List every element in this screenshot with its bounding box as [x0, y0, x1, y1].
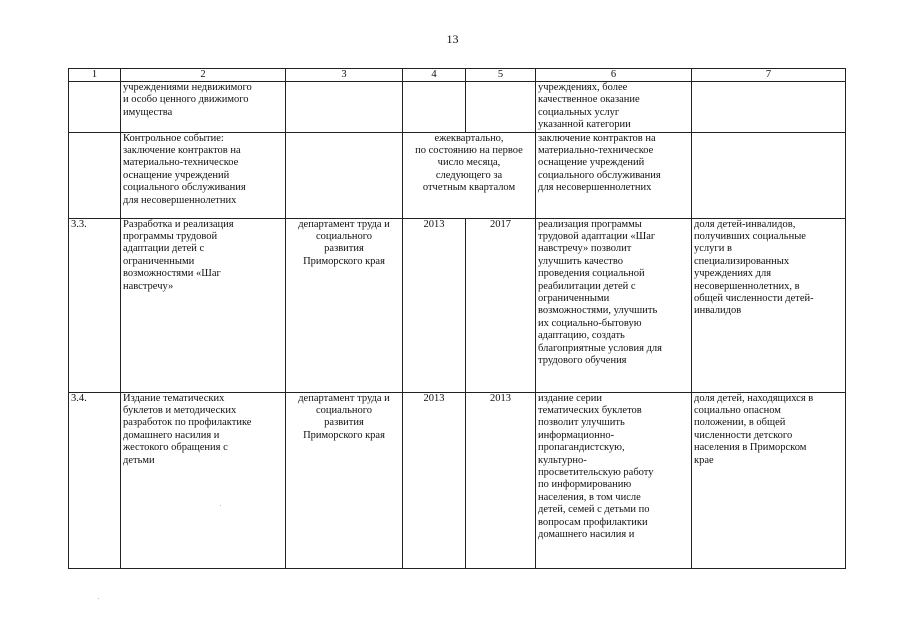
item-number-cell: [69, 132, 121, 218]
item-number-cell: [69, 82, 121, 133]
period-cell: ежеквартально, по состоянию на первое число месяца, следующего за отчетным кварталом: [403, 132, 536, 218]
table-row: [69, 82, 846, 133]
executor-cell: [286, 82, 403, 133]
column-number: 3: [286, 69, 403, 82]
indicator-cell: [692, 132, 846, 218]
indicator-cell: [692, 82, 846, 133]
item-number-cell: 3.4.: [69, 392, 121, 568]
indicator-cell: доля детей, находящихся в социально опасном положении, в общей численности детского населения в Приморском крае: [692, 392, 846, 568]
expected-result-cell: издание серии тематических буклетов позволит улучшить информационно- пропагандистскую, культурно- просветительскую работу по информированию населения, в том числе детей, семей с детьми по вопросам профилактики домашнего насилия и: [536, 392, 692, 568]
start-year-cell: [403, 82, 466, 133]
column-number: 7: [692, 69, 846, 82]
end-year-cell: 2013: [466, 392, 536, 568]
activity-cell: Издание тематических буклетов и методических разработок по профилактике домашнего насилия и жестокого обращения с детьми: [121, 392, 286, 568]
column-number-row: [69, 69, 846, 82]
column-number: 1: [69, 69, 121, 82]
executor-cell: департамент труда и социального развития Приморского края: [286, 392, 403, 568]
measures-table: [68, 68, 846, 569]
column-number: 2: [121, 69, 286, 82]
table-row: [69, 218, 846, 392]
item-number-cell: 3.3.: [69, 218, 121, 392]
table-row: [69, 132, 846, 218]
indicator-cell: доля детей-инвалидов, получивших социальные услуги в специализированных учреждениях для несовершеннолетних, в общей численности детей- инвалидов: [692, 218, 846, 392]
end-year-cell: [466, 82, 536, 133]
column-number: 6: [536, 69, 692, 82]
scan-speck: [220, 505, 221, 506]
column-number: 4: [403, 69, 466, 82]
start-year-cell: 2013: [403, 218, 466, 392]
activity-cell: учреждениями недвижимого и особо ценного движимого имущества: [121, 82, 286, 133]
start-year-cell: 2013: [403, 392, 466, 568]
activity-cell: Контрольное событие: заключение контрактов на материально-техническое оснащение учреждений социального обслуживания для несовершеннолетних: [121, 132, 286, 218]
executor-cell: департамент труда и социального развития Приморского края: [286, 218, 403, 392]
scan-speck: [98, 598, 99, 599]
executor-cell: [286, 132, 403, 218]
expected-result-cell: учреждениях, более качественное оказание социальных услуг указанной категории: [536, 82, 692, 133]
expected-result-cell: заключение контрактов на материально-техническое оснащение учреждений социального обслуживания для несовершеннолетних: [536, 132, 692, 218]
table-row: [69, 392, 846, 568]
end-year-cell: 2017: [466, 218, 536, 392]
activity-cell: Разработка и реализация программы трудовой адаптации детей с ограниченными возможностями «Шаг навстречу»: [121, 218, 286, 392]
page-number: 13: [446, 32, 459, 46]
column-number: 5: [466, 69, 536, 82]
expected-result-cell: реализация программы трудовой адаптации «Шаг навстречу» позволит улучшить качество проведения социальной реабилитации детей с ограниченными возможностями, улучшить их социально-бытовую адаптацию, создать благоприятные условия для трудового обучения: [536, 218, 692, 392]
